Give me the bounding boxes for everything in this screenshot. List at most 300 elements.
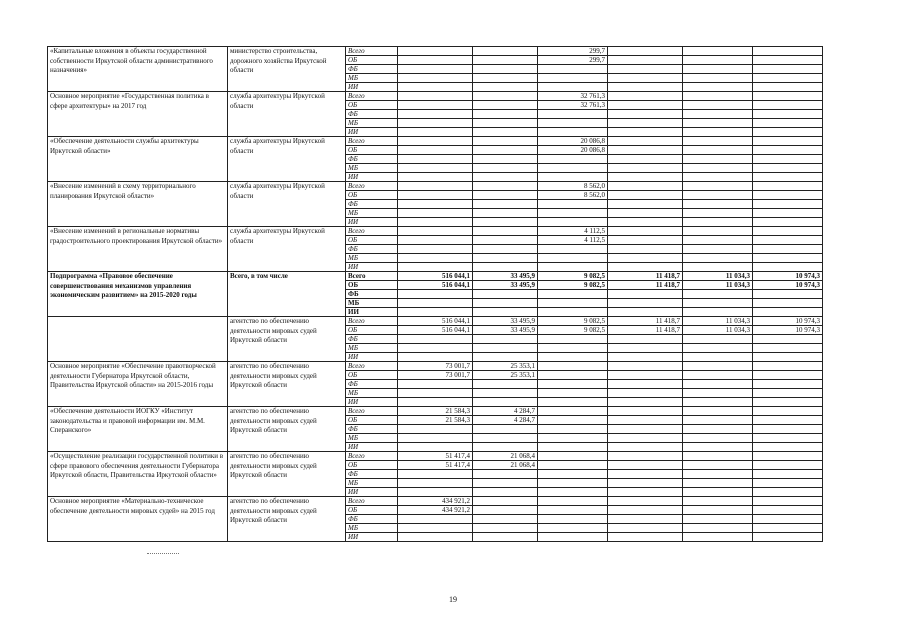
amount-cell: 51 417,4 bbox=[398, 452, 473, 461]
amount-cell bbox=[753, 92, 823, 101]
amount-cell: 20 086,8 bbox=[538, 146, 608, 155]
amount-cell bbox=[538, 335, 608, 344]
amount-cell bbox=[608, 254, 683, 263]
amount-cell bbox=[538, 416, 608, 425]
amount-cell bbox=[753, 254, 823, 263]
amount-cell bbox=[683, 380, 753, 389]
executor-cell: служба архитектуры Иркутской области bbox=[228, 227, 346, 272]
amount-cell bbox=[473, 506, 538, 515]
funding-source-cell: ИИ bbox=[346, 533, 398, 542]
amount-cell bbox=[608, 164, 683, 173]
amount-cell bbox=[608, 137, 683, 146]
amount-cell bbox=[753, 119, 823, 128]
amount-cell bbox=[473, 128, 538, 137]
funding-source-cell: ИИ bbox=[346, 263, 398, 272]
amount-cell bbox=[608, 83, 683, 92]
table-row bbox=[48, 182, 823, 191]
funding-source-cell: ФБ bbox=[346, 515, 398, 524]
amount-cell bbox=[473, 299, 538, 308]
amount-cell bbox=[683, 398, 753, 407]
amount-cell bbox=[608, 146, 683, 155]
amount-cell bbox=[608, 479, 683, 488]
amount-cell bbox=[608, 434, 683, 443]
funding-source-cell: ИИ bbox=[346, 443, 398, 452]
amount-cell: 516 044,1 bbox=[398, 317, 473, 326]
amount-cell bbox=[753, 506, 823, 515]
amount-cell bbox=[473, 182, 538, 191]
table-row bbox=[48, 137, 823, 146]
amount-cell bbox=[473, 533, 538, 542]
amount-cell bbox=[753, 524, 823, 533]
funding-source-cell: ФБ bbox=[346, 245, 398, 254]
program-name-cell: «Капитальные вложения в объекты государственной собственности Иркутской области административного назначения» bbox=[48, 47, 228, 92]
amount-cell: 21 584,3 bbox=[398, 407, 473, 416]
amount-cell bbox=[608, 191, 683, 200]
funding-source-cell: Всего bbox=[346, 137, 398, 146]
amount-cell bbox=[538, 164, 608, 173]
amount-cell: 11 418,7 bbox=[608, 272, 683, 281]
funding-source-cell: МБ bbox=[346, 254, 398, 263]
amount-cell: 516 044,1 bbox=[398, 272, 473, 281]
amount-cell bbox=[608, 290, 683, 299]
amount-cell bbox=[753, 74, 823, 83]
amount-cell bbox=[538, 497, 608, 506]
funding-source-cell: МБ bbox=[346, 299, 398, 308]
amount-cell bbox=[608, 200, 683, 209]
amount-cell: 4 112,5 bbox=[538, 236, 608, 245]
amount-cell bbox=[683, 200, 753, 209]
amount-cell bbox=[473, 119, 538, 128]
amount-cell bbox=[753, 461, 823, 470]
amount-cell: 10 974,3 bbox=[753, 317, 823, 326]
amount-cell: 4 112,5 bbox=[538, 227, 608, 236]
table-row bbox=[48, 47, 823, 56]
amount-cell bbox=[473, 263, 538, 272]
table-row bbox=[48, 317, 823, 326]
amount-cell bbox=[608, 218, 683, 227]
amount-cell bbox=[538, 119, 608, 128]
amount-cell bbox=[473, 254, 538, 263]
amount-cell bbox=[538, 254, 608, 263]
amount-cell bbox=[398, 290, 473, 299]
amount-cell bbox=[608, 263, 683, 272]
funding-source-cell: ИИ bbox=[346, 218, 398, 227]
amount-cell bbox=[538, 479, 608, 488]
executor-cell: служба архитектуры Иркутской области bbox=[228, 137, 346, 182]
amount-cell bbox=[473, 389, 538, 398]
program-name-cell: «Внесение изменений в региональные нормативы градостроительного проектирования Иркутской области» bbox=[48, 227, 228, 272]
funding-source-cell: ОБ bbox=[346, 371, 398, 380]
amount-cell: 73 001,7 bbox=[398, 371, 473, 380]
amount-cell bbox=[608, 497, 683, 506]
amount-cell bbox=[753, 101, 823, 110]
amount-cell bbox=[538, 65, 608, 74]
amount-cell bbox=[608, 398, 683, 407]
funding-source-cell: ОБ bbox=[346, 416, 398, 425]
program-name-cell: Основное мероприятие «Обеспечение правотворческой деятельности Губернатора Иркутской области, Правительства Иркутской области» на 2015-2016 годы bbox=[48, 362, 228, 407]
amount-cell bbox=[608, 407, 683, 416]
executor-cell: агентство по обеспечению деятельности мировых судей Иркутской области bbox=[228, 497, 346, 542]
table-row bbox=[48, 92, 823, 101]
amount-cell: 4 284,7 bbox=[473, 407, 538, 416]
amount-cell bbox=[683, 182, 753, 191]
program-name-cell bbox=[48, 317, 228, 362]
amount-cell bbox=[683, 497, 753, 506]
executor-cell: агентство по обеспечению деятельности мировых судей Иркутской области bbox=[228, 407, 346, 452]
amount-cell bbox=[608, 416, 683, 425]
amount-cell bbox=[473, 434, 538, 443]
amount-cell bbox=[608, 236, 683, 245]
amount-cell bbox=[473, 488, 538, 497]
amount-cell bbox=[753, 209, 823, 218]
amount-cell bbox=[538, 128, 608, 137]
amount-cell bbox=[398, 65, 473, 74]
funding-source-cell: ИИ bbox=[346, 308, 398, 317]
amount-cell bbox=[683, 299, 753, 308]
amount-cell bbox=[683, 56, 753, 65]
amount-cell bbox=[473, 425, 538, 434]
amount-cell bbox=[473, 164, 538, 173]
amount-cell: 8 562,0 bbox=[538, 182, 608, 191]
amount-cell bbox=[608, 92, 683, 101]
table-row bbox=[48, 272, 823, 281]
amount-cell bbox=[608, 155, 683, 164]
amount-cell bbox=[398, 254, 473, 263]
amount-cell bbox=[398, 236, 473, 245]
amount-cell bbox=[608, 245, 683, 254]
amount-cell bbox=[683, 254, 753, 263]
amount-cell bbox=[538, 470, 608, 479]
amount-cell bbox=[608, 533, 683, 542]
amount-cell bbox=[473, 65, 538, 74]
amount-cell bbox=[538, 443, 608, 452]
funding-source-cell: ИИ bbox=[346, 173, 398, 182]
executor-cell: служба архитектуры Иркутской области bbox=[228, 92, 346, 137]
funding-source-cell: Всего bbox=[346, 362, 398, 371]
amount-cell bbox=[398, 83, 473, 92]
table-row bbox=[48, 227, 823, 236]
amount-cell bbox=[398, 110, 473, 119]
amount-cell bbox=[608, 335, 683, 344]
amount-cell bbox=[753, 245, 823, 254]
amount-cell bbox=[753, 425, 823, 434]
amount-cell bbox=[473, 137, 538, 146]
amount-cell bbox=[608, 56, 683, 65]
amount-cell bbox=[538, 407, 608, 416]
amount-cell bbox=[398, 299, 473, 308]
amount-cell: 299,7 bbox=[538, 47, 608, 56]
amount-cell bbox=[473, 470, 538, 479]
amount-cell bbox=[398, 389, 473, 398]
funding-source-cell: Всего bbox=[346, 452, 398, 461]
program-name-cell: «Внесение изменений в схему территориального планирования Иркутской области» bbox=[48, 182, 228, 227]
amount-cell bbox=[538, 461, 608, 470]
amount-cell bbox=[608, 110, 683, 119]
amount-cell bbox=[398, 308, 473, 317]
amount-cell bbox=[398, 137, 473, 146]
funding-source-cell: ФБ bbox=[346, 290, 398, 299]
amount-cell bbox=[753, 452, 823, 461]
funding-source-cell: ОБ bbox=[346, 191, 398, 200]
executor-cell: агентство по обеспечению деятельности мировых судей Иркутской области bbox=[228, 317, 346, 362]
amount-cell bbox=[683, 344, 753, 353]
funding-source-cell: ИИ bbox=[346, 128, 398, 137]
funding-source-cell: ОБ bbox=[346, 56, 398, 65]
amount-cell bbox=[608, 380, 683, 389]
scan-margin-mark bbox=[147, 553, 179, 554]
amount-cell: 25 353,1 bbox=[473, 371, 538, 380]
amount-cell bbox=[398, 470, 473, 479]
amount-cell bbox=[608, 308, 683, 317]
amount-cell bbox=[608, 443, 683, 452]
table-row bbox=[48, 497, 823, 506]
amount-cell bbox=[683, 389, 753, 398]
amount-cell bbox=[398, 488, 473, 497]
funding-source-cell: Всего bbox=[346, 407, 398, 416]
amount-cell: 11 034,3 bbox=[683, 326, 753, 335]
amount-cell bbox=[538, 398, 608, 407]
amount-cell bbox=[538, 308, 608, 317]
amount-cell: 25 353,1 bbox=[473, 362, 538, 371]
amount-cell bbox=[473, 155, 538, 164]
amount-cell bbox=[398, 443, 473, 452]
amount-cell bbox=[753, 83, 823, 92]
amount-cell bbox=[398, 200, 473, 209]
amount-cell bbox=[683, 335, 753, 344]
amount-cell bbox=[753, 299, 823, 308]
amount-cell bbox=[683, 425, 753, 434]
amount-cell bbox=[683, 353, 753, 362]
amount-cell bbox=[683, 119, 753, 128]
amount-cell bbox=[538, 245, 608, 254]
amount-cell bbox=[753, 164, 823, 173]
amount-cell: 11 034,3 bbox=[683, 317, 753, 326]
amount-cell bbox=[753, 236, 823, 245]
amount-cell bbox=[753, 227, 823, 236]
amount-cell bbox=[608, 488, 683, 497]
amount-cell bbox=[683, 47, 753, 56]
amount-cell bbox=[398, 344, 473, 353]
funding-source-cell: ФБ bbox=[346, 380, 398, 389]
amount-cell bbox=[753, 182, 823, 191]
funding-source-cell: ОБ bbox=[346, 326, 398, 335]
amount-cell bbox=[398, 218, 473, 227]
amount-cell bbox=[683, 164, 753, 173]
amount-cell: 9 082,5 bbox=[538, 326, 608, 335]
amount-cell bbox=[753, 146, 823, 155]
amount-cell bbox=[473, 245, 538, 254]
program-name-cell: «Осуществление реализации государственной политики в сфере правового обеспечения деятельности Губернатора Иркутской области, Правительства Иркутской области» bbox=[48, 452, 228, 497]
amount-cell bbox=[398, 263, 473, 272]
amount-cell bbox=[753, 263, 823, 272]
amount-cell bbox=[608, 470, 683, 479]
amount-cell bbox=[538, 353, 608, 362]
amount-cell bbox=[538, 371, 608, 380]
amount-cell bbox=[608, 209, 683, 218]
amount-cell bbox=[683, 191, 753, 200]
amount-cell bbox=[398, 128, 473, 137]
executor-cell: агентство по обеспечению деятельности мировых судей Иркутской области bbox=[228, 452, 346, 497]
funding-source-cell: МБ bbox=[346, 119, 398, 128]
funding-source-cell: ОБ bbox=[346, 281, 398, 290]
amount-cell: 4 284,7 bbox=[473, 416, 538, 425]
amount-cell bbox=[398, 173, 473, 182]
amount-cell bbox=[753, 335, 823, 344]
amount-cell bbox=[608, 506, 683, 515]
amount-cell bbox=[683, 533, 753, 542]
amount-cell bbox=[683, 74, 753, 83]
amount-cell bbox=[753, 353, 823, 362]
amount-cell bbox=[538, 533, 608, 542]
program-name-cell: «Обеспечение деятельности службы архитектуры Иркутской области» bbox=[48, 137, 228, 182]
amount-cell bbox=[608, 65, 683, 74]
amount-cell bbox=[538, 524, 608, 533]
amount-cell bbox=[608, 524, 683, 533]
amount-cell bbox=[398, 524, 473, 533]
amount-cell bbox=[398, 353, 473, 362]
amount-cell bbox=[608, 47, 683, 56]
funding-source-cell: ФБ bbox=[346, 425, 398, 434]
amount-cell bbox=[398, 425, 473, 434]
program-name-cell: Основное мероприятие «Материально-техническое обеспечение деятельности мировых судей» на 2015 год bbox=[48, 497, 228, 542]
amount-cell bbox=[473, 83, 538, 92]
amount-cell bbox=[608, 353, 683, 362]
amount-cell bbox=[683, 128, 753, 137]
document-page bbox=[47, 46, 823, 542]
amount-cell bbox=[473, 353, 538, 362]
amount-cell bbox=[473, 443, 538, 452]
funding-source-cell: МБ bbox=[346, 389, 398, 398]
amount-cell bbox=[538, 515, 608, 524]
amount-cell bbox=[753, 533, 823, 542]
amount-cell bbox=[473, 335, 538, 344]
amount-cell: 33 495,9 bbox=[473, 272, 538, 281]
amount-cell bbox=[473, 56, 538, 65]
amount-cell bbox=[753, 65, 823, 74]
amount-cell bbox=[538, 362, 608, 371]
amount-cell bbox=[753, 407, 823, 416]
amount-cell bbox=[473, 515, 538, 524]
amount-cell bbox=[398, 227, 473, 236]
amount-cell bbox=[753, 110, 823, 119]
funding-source-cell: ИИ bbox=[346, 488, 398, 497]
amount-cell bbox=[683, 470, 753, 479]
amount-cell bbox=[683, 92, 753, 101]
amount-cell bbox=[538, 452, 608, 461]
funding-source-cell: МБ bbox=[346, 164, 398, 173]
amount-cell bbox=[753, 308, 823, 317]
amount-cell bbox=[753, 488, 823, 497]
amount-cell bbox=[753, 155, 823, 164]
amount-cell bbox=[753, 416, 823, 425]
funding-source-cell: ФБ bbox=[346, 200, 398, 209]
amount-cell bbox=[683, 515, 753, 524]
amount-cell bbox=[683, 488, 753, 497]
funding-source-cell: МБ bbox=[346, 524, 398, 533]
executor-cell: служба архитектуры Иркутской области bbox=[228, 182, 346, 227]
amount-cell bbox=[473, 308, 538, 317]
amount-cell bbox=[398, 47, 473, 56]
amount-cell bbox=[473, 110, 538, 119]
funding-source-cell: МБ bbox=[346, 434, 398, 443]
amount-cell bbox=[608, 461, 683, 470]
amount-cell bbox=[538, 155, 608, 164]
amount-cell bbox=[398, 164, 473, 173]
funding-source-cell: МБ bbox=[346, 74, 398, 83]
amount-cell bbox=[753, 200, 823, 209]
amount-cell bbox=[753, 470, 823, 479]
amount-cell bbox=[683, 461, 753, 470]
budget-table bbox=[47, 46, 823, 542]
amount-cell bbox=[473, 101, 538, 110]
amount-cell bbox=[398, 479, 473, 488]
amount-cell: 21 584,3 bbox=[398, 416, 473, 425]
amount-cell bbox=[398, 101, 473, 110]
amount-cell bbox=[473, 92, 538, 101]
amount-cell bbox=[608, 128, 683, 137]
amount-cell bbox=[683, 362, 753, 371]
amount-cell bbox=[608, 344, 683, 353]
amount-cell bbox=[473, 290, 538, 299]
funding-source-cell: ФБ bbox=[346, 110, 398, 119]
funding-source-cell: ФБ bbox=[346, 155, 398, 164]
funding-source-cell: ОБ bbox=[346, 461, 398, 470]
amount-cell bbox=[753, 389, 823, 398]
amount-cell bbox=[753, 128, 823, 137]
funding-source-cell: Всего bbox=[346, 317, 398, 326]
amount-cell bbox=[753, 56, 823, 65]
amount-cell bbox=[538, 506, 608, 515]
program-name-cell: Подпрограмма «Правовое обеспечение совершенствования механизмов управления экономическим развитием» на 2015-2020 годы bbox=[48, 272, 228, 317]
amount-cell: 20 086,8 bbox=[538, 137, 608, 146]
amount-cell bbox=[683, 209, 753, 218]
executor-cell: Всего, в том числе bbox=[228, 272, 346, 317]
amount-cell bbox=[753, 218, 823, 227]
amount-cell: 51 417,4 bbox=[398, 461, 473, 470]
amount-cell bbox=[753, 47, 823, 56]
amount-cell bbox=[683, 155, 753, 164]
funding-source-cell: МБ bbox=[346, 209, 398, 218]
amount-cell bbox=[398, 191, 473, 200]
amount-cell bbox=[473, 497, 538, 506]
amount-cell bbox=[683, 101, 753, 110]
funding-source-cell: ИИ bbox=[346, 353, 398, 362]
amount-cell: 9 082,5 bbox=[538, 272, 608, 281]
amount-cell: 21 068,4 bbox=[473, 461, 538, 470]
amount-cell bbox=[753, 362, 823, 371]
amount-cell bbox=[473, 479, 538, 488]
amount-cell bbox=[398, 245, 473, 254]
amount-cell bbox=[683, 245, 753, 254]
program-name-cell: «Обеспечение деятельности ИОГКУ «Институт законодательства и правовой информации им. М.М. Сперанского» bbox=[48, 407, 228, 452]
amount-cell bbox=[608, 371, 683, 380]
amount-cell bbox=[538, 425, 608, 434]
amount-cell bbox=[398, 155, 473, 164]
amount-cell bbox=[538, 434, 608, 443]
amount-cell bbox=[683, 65, 753, 74]
funding-source-cell: ФБ bbox=[346, 335, 398, 344]
amount-cell bbox=[683, 434, 753, 443]
amount-cell bbox=[538, 209, 608, 218]
amount-cell bbox=[753, 173, 823, 182]
amount-cell: 11 034,3 bbox=[683, 272, 753, 281]
amount-cell bbox=[683, 524, 753, 533]
amount-cell bbox=[753, 191, 823, 200]
amount-cell: 516 044,1 bbox=[398, 326, 473, 335]
amount-cell bbox=[608, 452, 683, 461]
amount-cell bbox=[473, 344, 538, 353]
amount-cell bbox=[398, 146, 473, 155]
